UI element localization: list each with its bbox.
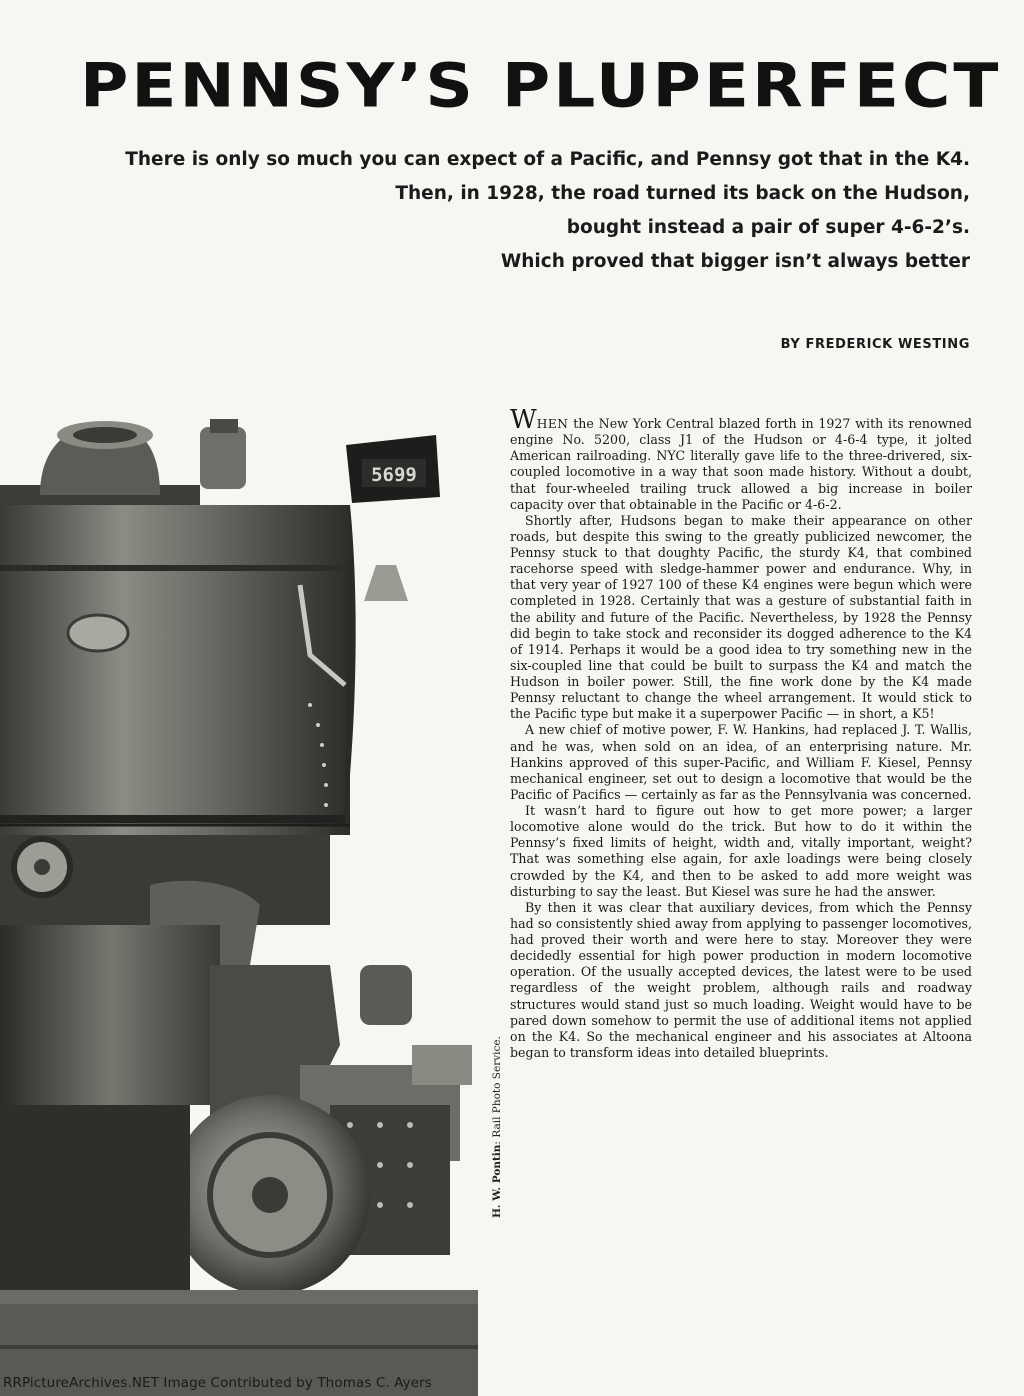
photo-credit: [491, 1036, 503, 1218]
watermark-footer: RRPictureArchives.NET Image Contributed by Thomas C. Ayers: [3, 1375, 432, 1391]
paragraph-2: Shortly after, Hudsons began to make their appearance on other roads, but despite this swing to the greatly publicized newcomer, the Pennsy stuck to that doughty Pacific, the sturdy K4, that combined racehorse speed with sledge-hammer power and endurance. Why, in that very year of 1927 100 of these K4 engines were begun which were completed in 1928. Certainly that was a gesture of substantial faith in the ability and future of the Pacific. Nevertheless, by 1928 the Pennsy did begin to take stock and reconsider its dogged adherence to the K4 of 1914. Perhaps it would be a good idea to try something new in the six-coupled line that could be built to surpass the K4 and match the Hudson in boiler power. Still, the fine work done by the K4 made Pennsy reluctant to change the wheel arrangement. It would stick to the Pacific type but make it a superpower Pacific — in short, a K5!: [510, 512, 972, 722]
photo-credit-agency: : Rail Photo Service.: [491, 1036, 503, 1145]
deck-line-4: Which proved that bigger isn’t always better: [500, 251, 970, 272]
locomotive-photo: [0, 405, 478, 1396]
paragraph-3: A new chief of motive power, F. W. Hankins, had replaced J. T. Wallis, and he was, when sold on an idea, of an enterprising nature. Mr. Hankins approved of this super-Pacific, and William F. Kiesel, Pennsy mechanical engineer, set out to design a locomotive that would be the Pacific of Pacifics — certainly as far as the Pennsylvania was concerned.: [510, 722, 972, 802]
byline: BY FREDERICK WESTING: [780, 337, 970, 352]
headline: PENNSY’S PLUPERFECT: [80, 50, 1002, 122]
drop-cap: W: [510, 405, 537, 435]
paragraph-1: [510, 405, 972, 513]
paragraph-5: By then it was clear that auxiliary devices, from which the Pennsy had so consistently shied away from applying to passenger locomotives, had proved their worth and were here to stay. Moreover they were decidedly essential for high power production in modern locomotive operation. Of the usually accepted devices, the latest were to be used regardless of the weight problem, although rails and roadway structures would stand just so much loading. Weight would have to be pared down somehow to permit the use of additional items not applied on the K4. So the mechanical engineer and his associates at Altoona began to transform ideas into detailed blueprints.: [510, 899, 972, 1060]
deck-line-1: There is only so much you can expect of a Pacific, and Pennsy got that in the K4.: [125, 149, 970, 170]
lead-caps: HEN: [536, 417, 569, 431]
deck-line-2: Then, in 1928, the road turned its back on the Hudson,: [395, 183, 970, 204]
photo-credit-name: H. W. Pontin: [491, 1144, 503, 1218]
deck-line-3: bought instead a pair of super 4-6-2’s.: [566, 217, 970, 238]
number-board-text: 5699: [371, 464, 417, 486]
article-body: [510, 405, 972, 1061]
paragraph-1-text: the New York Central blazed forth in 1927 with its renowned engine No. 5200, class J1 of the Hudson or 4-6-4 type, it jolted American railroading. NYC literally gave life to the three-drivered, six-coupled locomotive in a way that soon made history. Without a doubt, that four-wheeled trailing truck allowed a big increase in boiler capacity over that obtainable in the Pacific or 4-6-2.: [510, 416, 972, 512]
deck: [90, 143, 970, 279]
paragraph-4: It wasn’t hard to figure out how to get more power; a larger locomotive alone would do the trick. But how to do it within the Pennsy’s fixed limits of height, width and, vitally important, weight? That was something else again, for axle loadings were being closely crowded by the K4, and then to be asked to add more weight was disturbing to say the least. But Kiesel was sure he had the answer.: [510, 803, 972, 899]
